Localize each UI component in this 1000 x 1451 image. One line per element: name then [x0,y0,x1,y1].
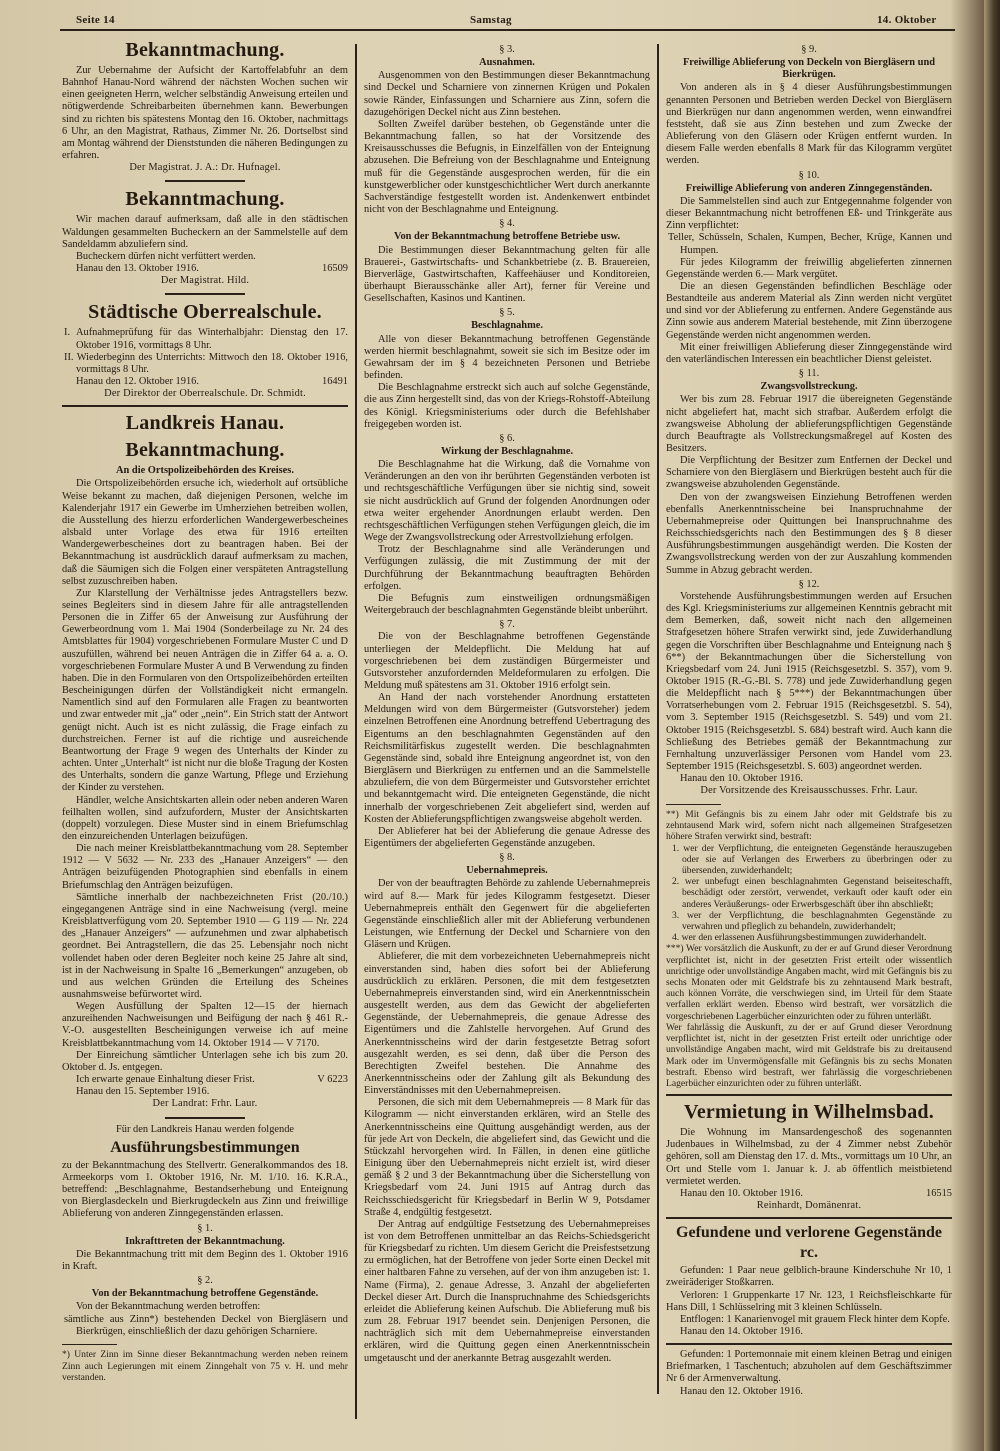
section-heading: Freiwillige Ablieferung von Deckeln von Biergläsern und Bierkrügen. [682,57,936,81]
notice-title: Bekanntmachung. [125,39,285,61]
notice-title: Bekanntmachung. [125,188,285,211]
paragraph: Die Sammelstellen sind auch zur Entgegennahme folgender von dieser Bekanntmachung nicht betroffenen Eß- und Trinkgeräte aus Zinn verpflichtet: [666,195,952,232]
list-item: Teller, Schüsseln, Schalen, Kumpen, Becher, Krüge, Kannen und Humpen. [668,232,952,256]
paragraph: Gefunden: 1 Portemonnaie mit einem kleinen Betrag und einigen Briefmarken, 1 Taschentuch; abzuholen auf dem Geschäftszimmer Nr 6 der Armenverwaltung. [666,1349,952,1385]
footnote-item: 2. wer unbefugt einen beschlagnahmten Gegenstand beiseiteschafft, beschädigt oder zerstört, verwendet, verkauft oder kauft oder ein anderes Veräußerungs- oder Erwerbsgeschäft über ihn abschließt; [672,876,952,910]
reference-number: 16515 [926,1187,952,1199]
notice-title: Landkreis Hanau. [125,412,285,435]
paragraph: Ausgenommen von den Bestimmungen dieser Bekanntmachung sind Deckel und Scharniere von zinnernen Krügen und Pokalen sowie Ränder, Einfassungen und Scharniere aus Zinn, sofern die dazugehörigen Deckel nicht aus Zinn bestehen. [364,70,650,118]
paragraph: Hanau den 14. Oktober 1916. [680,1325,803,1337]
list-item: I. Aufnahmeprüfung für das Winterhalbjahr: Dienstag den 17. Oktober 1916, vormittags 8 Uhr. [64,327,348,351]
list-item: sämtliche aus Zinn*) bestehenden Deckel von Biergläsern und Bierkrügen, einschließlich der dazu gehörigen Scharniere. [64,1313,348,1337]
section-heading: Von der Bekanntmachung betroffene Betriebe usw. [393,231,621,243]
paragraph: Der Einreichung sämtlicher Unterlagen sehe ich bis zum 20. Oktober d. Js. entgegen. [62,1049,348,1073]
footnote-item: 1. wer der Verpflichtung, die enteigneten Gegenstände herauszugeben oder sie auf Verlangen des Erwerbers zu überbringen oder zu übersenden, zuwiderhandelt; [672,842,952,877]
paragraph: Mit einer freiwilligen Ablieferung dieser Zinngegenstände wird den vaterländischen Interessen ein beachtlicher Dienst geleistet. [666,341,952,365]
paragraph: Der Ablieferer hat bei der Ablieferung die genaue Adresse des Eigentümers der abgelieferten Gegenstände anzugeben. [364,825,650,849]
paragraph: Alle von dieser Bekanntmachung betroffenen Gegenstände werden hiermit beschlagnahmt, soweit sie sich im Besitze oder im Gewahrsam der im § 4 bezeichneten Personen und Betriebe befinden. [364,333,650,382]
divider [165,293,245,295]
paragraph: Sollten Zweifel darüber bestehen, ob Gegenstände unter die Bekanntmachung fallen, so hat der Vorsitzende des Kreisausschusses die Befugnis, in Einzelfällen von der Enteignung abzusehen. Die Befreiung von der Beschlagnahme und Enteignung muß für die Gegenstände ausgesprochen werden, für die ein kunstgewerblicher oder kunstgeschichtlicher Wert durch anerkannte Sachverständige festgestellt worden ist. Andenkenwert entbindet nicht von der Beschlagnahme und Enteignung. [364,118,650,216]
column-1 [62,36,348,1383]
section-number: § 3. [499,44,515,55]
signature: Reinhardt, Domänenrat. [756,1200,862,1212]
paragraph: Der von der beauftragten Behörde zu zahlende Uebernahmepreis wird auf 8.— Mark für jedes Kilogramm festgesetzt. Dieser Uebernahmepreis enthält den Gegenwert für die abgelieferten Gegenstände einschließlich aller mit der Ablieferung verbundenen Leistungen, wie Entfernung der Deckel und Scharniere von den Gläsern und Krügen. [364,878,650,951]
dateline [62,263,348,275]
date-text: Hanau den 13. Oktober 1916. [76,263,199,275]
section-heading: Ausnahmen. [479,57,535,69]
paragraph: Die Befugnis zum einstweiligen ordnungsmäßigen Weitergebrauch der beschlagnahmten Gegenstände bleibt unberührt. [364,592,650,617]
paragraph: Die Ortspolizeibehörden ersuche ich, wiederholt auf ortsübliche Weise bekannt zu machen, daß diejenigen Personen, welche im Kalenderjahr 1917 ein Gewerbe im Umherziehen betreiben wollen, die Ausstellung des hierzu erforderlichen Wandergewerbescheines alsbald unter Vorlage des etwa für 1916 erteilten Wandergewerbescheines dort zu beantragen haben. Bei der Bekanntmachung ist ausdrücklich darauf aufmerksam zu machen, daß die Säumigen sich die Folgen einer verspäteten Antragstellung selbst zuzuschreiben haben. [62,478,348,587]
dateline [62,376,348,388]
date-text: Hanau den 10. Oktober 1916. [680,1187,803,1199]
footnote-item: 3. wer der Verpflichtung, die beschlagnahmten Gegenstände zu verwahren und pfleglich zu behandeln, zuwiderhandelt; [672,909,952,933]
section-heading: Beschlagnahme. [471,320,543,332]
paragraph: Der Antrag auf endgültige Festsetzung des Uebernahmepreises ist von dem Betroffenen unmittelbar an das Reichs-Schiedsgericht für Kriegsbedarf zu richten. Um diesem Gericht die Preisfestsetzung zu ermöglichen, hat der Betroffene von jeder Sorte einen Deckel mit einer haltbaren Fahne zu versehen, auf der von ihm anzugeben ist: 1. Name (Firma), 2. genaue Adresse, 3. Anzahl der abgelieferten Deckel dieser Art. Durch die Inanspruchnahme des Schiedsgerichts erleidet die Ablieferung keinen Aufschub. Die Ablieferung muß bis zum 28. Februar 1917 beendet sein. Denjenigen Personen, die nachträglich sich mit dem Uebernahmepreise einverstanden erklären, wird die Quittung gegen einen Anerkenntnisschein umgetauscht und der anerkannte Betrag ausgezahlt werden. [364,1218,650,1364]
paragraph: Die an diesen Gegenständen befindlichen Beschläge oder Bestandteile aus anderem Material als Zinn werden nicht vergütet und sind vor der Ablieferung zu entfernen. Andere Gegenstände aus Zinn sowie aus anderem Material bestehende, mit Zinn überzogene Gegenstände werden nicht angenommen werden. [666,280,952,341]
section-number: § 1. [197,1222,213,1234]
page-number: Seite 14 [76,14,115,26]
divider [62,405,348,407]
section-number: § 10. [798,169,820,181]
section-number: § 5. [499,307,515,319]
list-item: II. Wiederbeginn des Unterrichts: Mittwoch den 18. Oktober 1916, vormittags 8 Uhr. [64,351,348,375]
section-number: § 9. [801,44,817,55]
divider [666,1094,952,1096]
section-heading: Inkrafttreten der Bekanntmachung. [125,1235,285,1247]
paragraph: Trotz der Beschlagnahme sind alle Veränderungen und Verfügungen zulässig, die mit Zustimmung der mit der Durchführung der Bekanntmachung beauftragten Behörden erfolgen. [364,544,650,592]
signature: Der Magistrat. Hild. [160,275,250,287]
footnote: *) Unter Zinn im Sinne dieser Bekanntmachung werden neben reinem Zinn auch Legierungen mit einem Zinngehalt von 75 v. H. und mehr verstanden. [62,1349,348,1383]
footnote-item: 4. wer den erlassenen Ausführungsbestimmungen zuwiderhandelt. [672,932,927,944]
reference-number: V 6223 [317,1074,348,1086]
section-number: Für den Landkreis Hanau werden folgende [115,1123,295,1135]
issue-date: 14. Oktober [877,14,937,26]
paragraph: Die von der Beschlagnahme betroffenen Gegenstände unterliegen der Meldepflicht. Die Meldung hat auf vorgeschriebenen bei dem zuständigen Bürgermeister und Gutsvorsteher anzufordernden Meldeformularen zu erfolgen. Die Meldung muß spätestens am 31. Oktober 1916 erfolgt sein. [364,631,650,691]
paragraph: Hanau den 15. September 1916. [76,1086,210,1098]
section-heading: Wirkung der Beschlagnahme. [440,446,574,457]
paragraph: Von der Bekanntmachung werden betroffen: [76,1301,261,1313]
section-number: § 8. [499,852,515,864]
paragraph: zu der Bekanntmachung des Stellvertr. Generalkommandos des 18. Armeekorps vom 1. Oktober 1916, Nr. M. 1/10. 16. K.R.A., betreffend: „Beschlagnahme, Bestandserhebung und Enteignung von Bierglasdeckeln und Bierkrugdeckeln aus Zinn und freiwillige Ablieferung von anderen Zinngegenständen erlassen. [62,1159,348,1220]
notice-heading: Gefundene und verlorene Gegenstände rc. [676,1224,942,1262]
reference-number: 16509 [322,263,348,275]
divider [666,1217,952,1219]
notice-heading: Ausführungsbestimmungen [110,1138,300,1156]
notice-title: Bekanntmachung. [125,439,285,462]
section-number: § 2. [197,1275,213,1287]
section-heading: Freiwillige Ablieferung von anderen Zinngegenständen. [685,182,933,194]
weekday: Samstag [470,14,512,26]
footnote: ***) Wer vorsätzlich die Auskunft, zu der er auf Grund dieser Verordnung verpflichtet ist, nicht in der gesetzten Frist erteilt oder wissentlich unrichtige oder unvollständige Angaben macht, wird mit Gefängnis bis zu sechs Monaten oder mit Geldstrafe bis zu zehntausend Mark bestraft, auch können Vorräte, die verschwiegen sind, im Urteil für dem Staate verfallen erklärt werden. Ebenso wird bestraft, wer vorsätzlich die vorgeschriebenen Lagerbücher einzurichten oder zu führen unterläßt. [666,943,952,1022]
book-spine [984,0,1000,1451]
paragraph: Bucheckern dürfen nicht verfüttert werden. [76,250,256,262]
paragraph: Die Beschlagnahme hat die Wirkung, daß die Vornahme von Veränderungen an den von ihr berührten Gegenständen verboten ist und rechtsgeschäftliche Verfügungen über sie nichtig sind, soweit sie nicht ausdrücklich auf Grund der folgenden Anordnungen oder etwa weiter ergehender Anordnungen erlaubt werden. Den rechtsgeschäftlichen Verfügungen stehen Verfügungen gleich, die im Wege der Zwangsvollstreckung oder Arrestvollziehung erfolgen. [364,459,650,544]
paragraph: Die Wohnung im Mansardengeschoß des sogenannten Judenbaues in Wilhelmsbad, zu der 4 Zimmer nebst Zubehör gehören, soll am Dienstag den 17. d. Mts., vormittags um 10 Uhr, an Ort und Stelle vom 1. Januar k. J. ab öffentlich meistbietend vermietet werden. [666,1127,952,1187]
column-3 [666,42,952,1398]
paragraph: Zur Uebernahme der Aufsicht der Kartoffelabfuhr an dem Bahnhof Hanau-Nord während der nächsten Wochen suchen wir einen geeigneten Herrn, welcher selbständig Anweisung erteilen und nötigwerdende Schreibarbeiten übernehmen kann. Bewerbungen sind zu richten bis spätestens Montag den 16. Oktober, nachmittags 6 Uhr, an den Magistrat, Rathaus, Zimmer Nr. 26. Dortselbst sind am Montag während der Dienststunden die näheren Bedingungen zu erfahren. [62,65,348,162]
section-heading: Zwangsvollstreckung. [760,381,858,393]
paragraph: Die nach meiner Kreisblattbekanntmachung vom 28. September 1912 — V 5632 — Nr. 233 des „Hanauer Anzeigers“ — den Anträgen beizufügenden Photographien sind ebenfalls in einem Briefumschlag den Anträgen beizufügen. [62,843,348,891]
signature: Der Direktor der Oberrealschule. Dr. Schmidt. [104,388,306,400]
section-number: § 4. [499,218,515,230]
signature: Der Magistrat. J. A.: Dr. Hufnagel. [129,162,281,174]
paragraph: Hanau den 10. Oktober 1916. [680,773,803,785]
section-heading: Uebernahmepreis. [466,865,548,877]
paragraph: Die Bekanntmachung tritt mit dem Beginn des 1. Oktober 1916 in Kraft. [62,1248,348,1272]
column-divider [355,44,357,1419]
paragraph: Händler, welche Ansichtskarten allein oder neben anderen Waren feilhalten wollen, sind aufzufordern, Muster der Ansichtskarten (doppelt) vorzulegen. Diese Muster sind in einem Briefumschlag den einzureichenden Unterlagen beizufügen. [62,794,348,842]
paragraph: Die Bestimmungen dieser Bekanntmachung gelten für alle Brauerei-, Gastwirtschafts- und Schankbetriebe (z. B. Brauereien, Bierverläge, Gastwirtschaften, Kaffeehäuser und Konditoreien, überhaupt Bierausschänke aller Art), ferner für Vereine und Gesellschaften, Kasinos und Kantinen. [364,244,650,305]
footnote: Wer fahrlässig die Auskunft, zu der er auf Grund dieser Verordnung verpflichtet ist, nicht in der gesetzten Frist erteilt oder unrichtige oder unvollständige Angaben macht, wird mit Geldstrafe bis zu dreitausend Mark oder im Unvermögensfalle mit Gefängnis bis zu sechs Monaten bestraft. Ebenso wird bestraft, wer fahrlässig die vorgeschriebenen Lagerbücher einzurichten oder zu führen unterläßt. [666,1021,952,1089]
footnote-divider [666,804,721,806]
section-number: § 12. [798,578,820,590]
section-heading: An die Ortspolizeibehörden des Kreises. [116,465,294,477]
reference-number: 16491 [322,375,348,387]
paragraph: Hanau den 12. Oktober 1916. [680,1385,803,1397]
section-number: § 11. [798,368,820,380]
paragraph: Die Beschlagnahme erstreckt sich auch auf solche Gegenstände, die aus Zinn hergestellt sind, das von der Kriegs-Rohstoff-Abteilung des Königl. Kriegsministeriums oder durch die Befehlshaber freigegeben worden ist. [364,382,650,430]
signature: Der Landrat: Frhr. Laur. [152,1098,258,1110]
paragraph: Wegen Ausfüllung der Spalten 12—15 der hiernach anzureihenden Nachweisungen und Beifügung der nach § 461 R.-V.-O. ausgestellten Bescheinigungen verweise ich auf meine Kreisblattbekanntmachung vom 14. Oktober 1914 — V 7170. [62,1001,348,1049]
section-number: § 6. [499,432,515,444]
column-2 [364,42,650,1365]
notice-title: Vermietung in Wilhelmsbad. [684,1101,934,1124]
column-divider [657,44,659,1394]
paragraph: Die Verpflichtung der Besitzer zum Entfernen der Deckel und Scharniere von den Biergläsern und Bierkrügen besteht auch für die zwangsweise abzuholenden Gegenstände. [666,455,952,491]
paragraph: Für jedes Kilogramm der freiwillig abgelieferten zinnernen Gegenstände werden 6.— Mark vergütet. [666,256,952,280]
notice-title: Städtische Oberrealschule. [88,301,322,324]
dateline [666,1188,952,1200]
footnote-divider [62,1344,117,1346]
section-heading: Von der Bekanntmachung betroffene Gegenstände. [91,1288,319,1300]
divider [165,1117,245,1119]
paragraph: Ablieferer, die mit dem vorbezeichneten Uebernahmepreis nicht einverstanden sind, haben dies sofort bei der Ablieferung ausdrücklich zu erklären. Personen, die mit dem festgesetzten Uebernahmepreis einverstanden sind, wird ein Anerkenntnisschein ausgestellt werden, aus dem das Gewicht der abgelieferten Gegenstände, der Uebernahmepreis, die genaue Adresse des Eigentümers und die Zahlstelle hervorgehen. Auf Grund des Anerkenntnisscheins wird der darin festgesetzte Betrag sofort ausgezahlt werden, es sei denn, daß über die Person des Berechtigten Zweifel bestehen. Die Annahme des Anerkenntnisscheins oder der Zahlung gilt als Bekundung des Einverständnisses mit den Uebernahmepreisen. [364,951,650,1097]
paragraph: Zur Klarstellung der Verhältnisse jedes Antragstellers bezw. seines Begleiters sind in diesem Jahre für alle antragstellenden Personen die in Ziffer 65 der Anweisung zur Ausführung der Gewerbeordnung vom 1. Mai 1904 (Sonderbeilage zu Nr. 24 des Amtsblattes für 1904) vorgeschriebenen Formulare Muster C und D auszufüllen, während bei neuen Anträgen die in Ziffer 64 a. a. O. vorgeschriebenen Formulare Muster A und B Verwendung zu finden haben. Die in den Formularen von den Ortspolizeibehörden erteilten Bescheinigungen dürfen der Vollständigkeit nicht ermangeln. Namentlich sind auf den Formularen alle Fragen zu beantworten und zwar entweder mit „ja“ oder „nein“. Ein Strich statt der Antwort genügt nicht. Auch ist es nicht zulässig, die Frage einfach zu durchstreichen. Ferner ist auf die richtige und ausreichende Beantwortung der Frage 9 wegen des Unterhalts der Kinder zu achten. Unter „Unterhalt“ ist nicht nur die bloße Tragung der Kosten des Unterhalts, sondern die ganze Wartung, Pflege und Erziehung der Kinder zu verstehen. [62,587,348,794]
paragraph: Entflogen: 1 Kanarienvogel mit grauem Fleck hinter dem Kopfe. [680,1313,950,1325]
signature: Der Vorsitzende des Kreisausschusses. Frhr. Laur. [700,785,918,797]
dateline [62,1074,348,1086]
paragraph: Personen, die sich mit dem Uebernahmepreis — 8 Mark für das Kilogramm — nicht einverstanden erklären, wird an Stelle des Anerkenntnisscheins eine Quittung ausgehändigt werden, aus der für jede Art von Deckeln, die abgeliefert sind, das Gewicht und die Stückzahl hervorgehen wird. In Fällen, in denen eine gütliche Einigung über den Uebernahmepreis nicht erzielt ist, wird dieser gemäß § 2 und 3 der Bekanntmachung über die Sicherstellung von Kriegsbedarf vom 24. Juni 1915 auf Antrag durch das Reichsschiedsgericht für Kriegsbedarf in Berlin W 9, Potsdamer Straße 4, endgültig festgesetzt. [364,1097,650,1218]
paragraph: Gefunden: 1 Paar neue gelblich-braune Kinderschuhe Nr 10, 1 zweiräderiger Stoßkarren. [666,1265,952,1289]
paragraph: Wir machen darauf aufmerksam, daß alle in den städtischen Waldungen gesammelten Bucheckern an der Sammelstelle auf dem Sandeldamm abzuliefern sind. [62,214,348,250]
divider [165,180,245,182]
paragraph: Wer bis zum 28. Februar 1917 die übereigneten Gegenstände nicht abgeliefert hat, macht sich strafbar. Außerdem erfolgt die zwangsweise Abholung der ablieferungspflichtigen Gegenstände durch Beauftragte als Vollstreckungsmaßregel auf Kosten des Besitzers. [666,394,952,454]
section-number: § 7. [499,619,515,631]
footnote: **) Mit Gefängnis bis zu einem Jahr oder mit Geldstrafe bis zu zehntausend Mark wird, sofern nicht nach allgemeinen Strafgesetzen höhere Strafen verwirkt sind, bestraft: [666,809,952,843]
paragraph: Sämtliche innerhalb der nachbezeichneten Frist (20./10.) eingegangenen Anträge sind in eine Nachweisung (vergl. meine Kreisblattverfügung vom 20. September 1910 — G 119 — Nr. 224 des „Hanauer Anzeigers“ — aufzunehmen und zwar alphabetisch geordnet. Bei Antragstellern, die das 25. Lebensjahr noch nicht vollendet haben oder deren Begleiter noch keine 25 Jahre alt sind, ist in der Nachweisung in Spalte 16 „Bemerkungen“ anzugeben, ob und aus welchen Gründen die Erteilung des Scheines ausnahmsweise befürwortet wird. [62,891,348,1000]
paragraph: Vorstehende Ausführungsbestimmungen werden auf Ersuchen des Kgl. Kriegsministeriums zur allgemeinen Kenntnis gebracht mit dem Bemerken, daß, soweit nicht nach den allgemeinen Strafgesetzen höhere Strafen verwirkt sind, jede Zuwiderhandlung gegen die Vorschriften über Beschlagnahme und Enteignung nach § 6**) der Bekanntmachungen über die Sicherstellung von Kriegsbedarf vom 24. Juni 1915 (Reichsgesetzbl. S. 357), vom 9. Oktober 1915 (R.-G.-Bl. S. 778) und jede Zuwiderhandlung gegen die Meldepflicht nach § 5***) der Bekanntmachungen über Vorratserhebungen vom 2. Februar 1915 (Reichsgesetzbl. S. 54), vom 3. September 1915 (Reichsgesetzbl. S. 549) und vom 21. Oktober 1915 (Reichsgesetzbl. S. 684) bestraft wird. Auch kann die Schließung des Betriebes gemäß der Bekanntmachung zur Fernhaltung unzuverlässiger Personen vom Handel vom 23. September 1915 (Reichsgesetzbl. S. 603) angeordnet werden. [666,590,952,773]
paragraph: Den von der zwangsweisen Einziehung Betroffenen werden ebenfalls Anerkenntnisscheine bei Inanspruchnahme der Uebernahmepreise oder Quittungen bei Inanspruchnahme des Reichsschiedsgerichts nach den Bestimmungen des § 8 dieser Ausführungsbestimmungen ausgehändigt werden. Die Kosten der Zwangsvollstreckung werden von der zur Auszahlung kommenden Summe in Abzug gebracht werden. [666,491,952,576]
paragraph: Verloren: 1 Gruppenkarte 17 Nr. 123, 1 Reichsfleischkarte für Hans Dill, 1 Schlüsselring mit 3 kleinen Schlüsseln. [666,1289,952,1313]
paragraph: Von anderen als in § 4 dieser Ausführungsbestimmungen genannten Personen und Betrieben werden Deckel von Biergläsern und Bierkrügen nur dann angenommen werden, wenn einwandfrei feststeht, daß sie aus Zinn bestehen und zum Zwecke der Ablieferung von den Gläsern oder Krügen entfernt wurden. In diesem Falle werden ebenfalls 8 Mark für das Kilogramm vergütet werden. [666,82,952,167]
date-text: Ich erwarte genaue Einhaltung dieser Frist. [76,1074,255,1086]
paragraph: An Hand der nach vorstehender Anordnung erstatteten Meldungen wird von dem Bürgermeister (Gutsvorsteher) jedem einzelnen Betroffenen eine Anordnung betreffend Uebertragung des Eigentums an den beschlagnahmten Gegenständen auf den Reichsmilitärfiskus zugestellt werden. Die beschlagnahmten Gegenstände sind, sobald ihre Enteignung angeordnet ist, von den Biergläsern und Bierkrügen zu entfernen und an die Sammelstelle abzuliefern, die von dem Bürgermeister und Gutsvorsteher errichtet und bekanntgemacht wird. Die enteigneten Gegenstände, die nicht innerhalb der vorgeschriebenen Zeit abgeliefert sind, werden auf Kosten der Ablieferungspflichtigen zwangsweise abgeholt werden. [364,692,650,825]
divider [666,1343,952,1345]
header-rule [60,29,955,31]
date-text: Hanau den 12. Oktober 1916. [76,375,199,387]
